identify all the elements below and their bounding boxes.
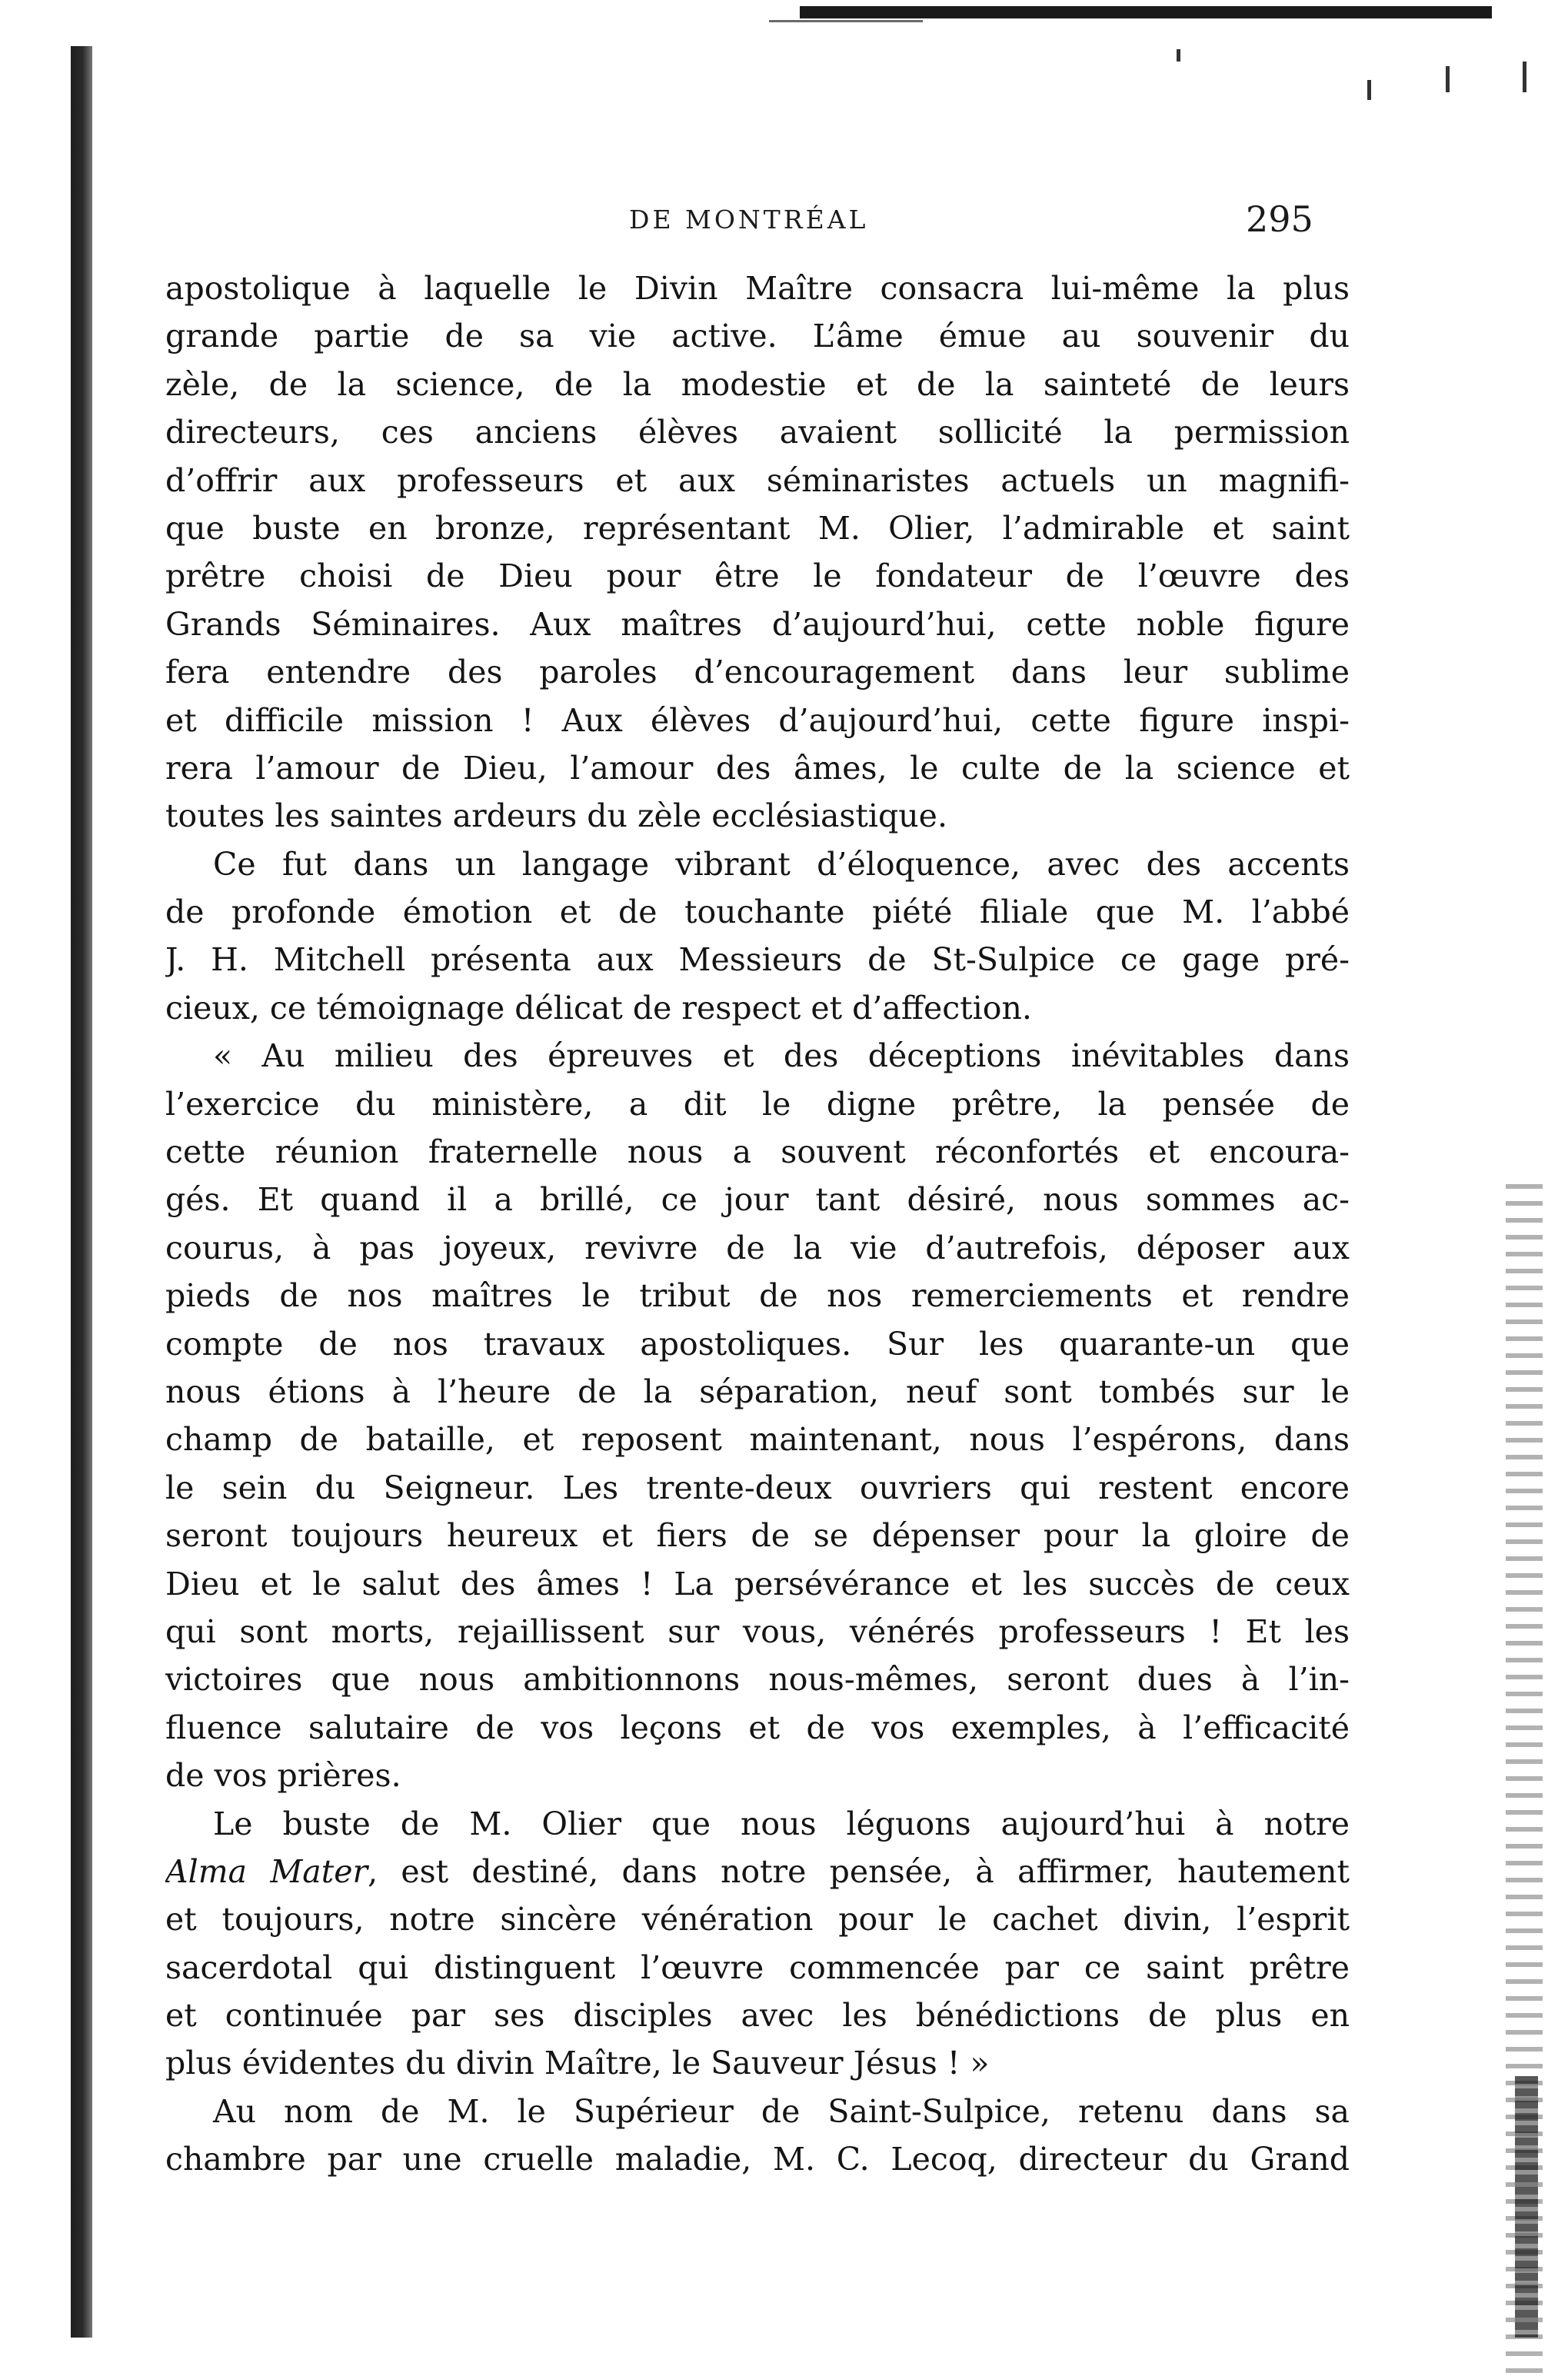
text-line-content: zèle, de la science, de la modestie et de la sainteté de leurs [165, 365, 1350, 403]
text-line-content: fera entendre des paroles d’encouragement dans leur sublime [165, 654, 1350, 691]
text-line-content: grande partie de sa vie active. L’âme émue au souvenir du [165, 318, 1350, 355]
text-line [165, 552, 1350, 600]
text-line [165, 1848, 1350, 1895]
scan-speck [1446, 66, 1450, 92]
text-line-content: Au nom de M. le Supérieur de Saint-Sulpice, retenu dans sa [213, 2092, 1350, 2130]
text-line [165, 1320, 1350, 1368]
text-line [165, 1032, 1350, 1080]
text-line-content: , est destiné, dans notre pensée, à affirmer, hautement [368, 1852, 1350, 1890]
text-line-content: pieds de nos maîtres le tribut de nos remerciements et rendre [165, 1277, 1350, 1315]
text-line [165, 408, 1350, 456]
text-line [165, 792, 1350, 840]
text-line [165, 1895, 1350, 1943]
scan-speck [1367, 80, 1371, 100]
text-line [165, 1560, 1350, 1608]
text-line-content: seront toujours heureux et fiers de se dépenser pour la gloire de [165, 1517, 1350, 1555]
text-line-content: fluence salutaire de vos leçons et de vos exemples, à l’efficacité [165, 1709, 1350, 1746]
text-line-content: cette réunion fraternelle nous a souvent réconfortés et encoura- [165, 1133, 1350, 1171]
text-line [165, 1368, 1350, 1416]
text-line-content: « Au milieu des épreuves et des déceptions inévitables dans [213, 1037, 1350, 1075]
text-line-content: nous étions à l’heure de la séparation, neuf sont tombés sur le [165, 1373, 1350, 1410]
text-line [165, 744, 1350, 792]
text-line-content: courus, à pas joyeux, revivre de la vie d’autrefois, déposer aux [165, 1229, 1350, 1266]
text-line [165, 312, 1350, 360]
page-number: 295 [1246, 198, 1313, 240]
text-line [165, 1416, 1350, 1463]
text-line [165, 504, 1350, 552]
text-line [165, 1128, 1350, 1176]
text-line-content: qui sont morts, rejaillissent sur vous, vénérés professeurs ! Et les [165, 1612, 1350, 1650]
text-line [165, 1704, 1350, 1752]
text-line-content: gés. Et quand il a brillé, ce jour tant désiré, nous sommes ac- [165, 1181, 1350, 1219]
text-line [165, 2135, 1350, 2183]
text-line-content: l’exercice du ministère, a dit le digne prêtre, la pensée de [165, 1085, 1350, 1123]
text-line-content: apostolique à laquelle le Divin Maître consacra lui-même la plus [165, 270, 1350, 307]
text-line [165, 457, 1350, 504]
text-line [165, 1656, 1350, 1703]
text-line-content: plus évidentes du divin Maître, le Sauveur Jésus ! » [165, 2045, 990, 2082]
text-line [165, 1512, 1350, 1559]
text-line-content: cieux, ce témoignage délicat de respect et d’affection. [165, 989, 1032, 1027]
text-line [165, 1992, 1350, 2039]
text-line-content: champ de bataille, et reposent maintenant, nous l’espérons, dans [165, 1421, 1350, 1459]
text-line-content: le sein du Seigneur. Les trente-deux ouvriers qui restent encore [165, 1469, 1350, 1506]
text-line [165, 984, 1350, 1032]
text-line-content: rera l’amour de Dieu, l’amour des âmes, le culte de la science et [165, 749, 1350, 787]
text-line [165, 1224, 1350, 1272]
text-line-content: et toujours, notre sincère vénération pour le cachet divin, l’esprit [165, 1901, 1350, 1938]
text-line-content: Le buste de M. Olier que nous léguons aujourd’hui à notre [213, 1805, 1350, 1842]
text-line [165, 1272, 1350, 1319]
text-line [165, 1176, 1350, 1223]
text-line-content: Grands Séminaires. Aux maîtres d’aujourd’hui, cette noble figure [165, 605, 1350, 643]
text-line-content: sacerdotal qui distinguent l’œuvre commencée par ce saint prêtre [165, 1948, 1350, 1986]
text-line-content: directeurs, ces anciens élèves avaient sollicité la permission [165, 414, 1350, 451]
text-line [165, 2039, 1350, 2087]
text-line [165, 936, 1350, 983]
text-line-content: et continuée par ses disciples avec les bénédictions de plus en [165, 1997, 1350, 2035]
text-line [165, 361, 1350, 408]
text-line-content: prêtre choisi de Dieu pour être le fondateur de l’œuvre des [165, 557, 1350, 595]
text-line [165, 1464, 1350, 1512]
text-line-content: victoires que nous ambitionnons nous-mêmes, seront dues à l’in- [165, 1661, 1350, 1699]
text-line-content: compte de nos travaux apostoliques. Sur les quarante-un que [165, 1325, 1350, 1363]
page-binding-shadow [71, 46, 92, 2338]
text-line [165, 1608, 1350, 1656]
text-line-content: d’offrir aux professeurs et aux séminaristes actuels un magnifi- [165, 461, 1350, 499]
text-line-content: et difficile mission ! Aux élèves d’aujourd’hui, cette figure inspi- [165, 701, 1350, 739]
text-line [165, 265, 1350, 312]
scan-speck [1177, 49, 1180, 62]
text-line [165, 1944, 1350, 1992]
text-line-content: de profonde émotion et de touchante piété filiale que M. l’abbé [165, 893, 1350, 931]
text-line [165, 840, 1350, 888]
text-line [165, 888, 1350, 936]
text-line [165, 697, 1350, 744]
body-text [165, 265, 1350, 2184]
text-line [165, 601, 1350, 648]
italic-phrase: Alma Mater [165, 1852, 368, 1890]
text-line [165, 1752, 1350, 1799]
text-line [165, 648, 1350, 696]
scan-top-rule-thin [769, 20, 923, 22]
text-line [165, 2088, 1350, 2135]
text-line-content: de vos prières. [165, 1757, 401, 1795]
text-line-content: que buste en bronze, représentant M. Olier, l’admirable et saint [165, 509, 1350, 547]
scan-speck [1523, 62, 1526, 92]
text-line-content: chambre par une cruelle maladie, M. C. Lecoq, directeur du Grand [165, 2141, 1350, 2178]
text-line-content: Ce fut dans un langage vibrant d’éloquence, avec des accents [213, 845, 1350, 883]
text-line [165, 1800, 1350, 1848]
scan-right-edge-dark [1515, 2076, 1538, 2338]
scan-top-rule [800, 6, 1492, 18]
text-line-content: toutes les saintes ardeurs du zèle ecclésiastique. [165, 797, 947, 835]
running-title: DE MONTRÉAL [629, 205, 869, 235]
text-line-content: Dieu et le salut des âmes ! La persévérance et les succès de ceux [165, 1565, 1350, 1602]
text-line-content: J. H. Mitchell présenta aux Messieurs de St-Sulpice ce gage pré- [165, 941, 1350, 979]
text-line [165, 1080, 1350, 1128]
